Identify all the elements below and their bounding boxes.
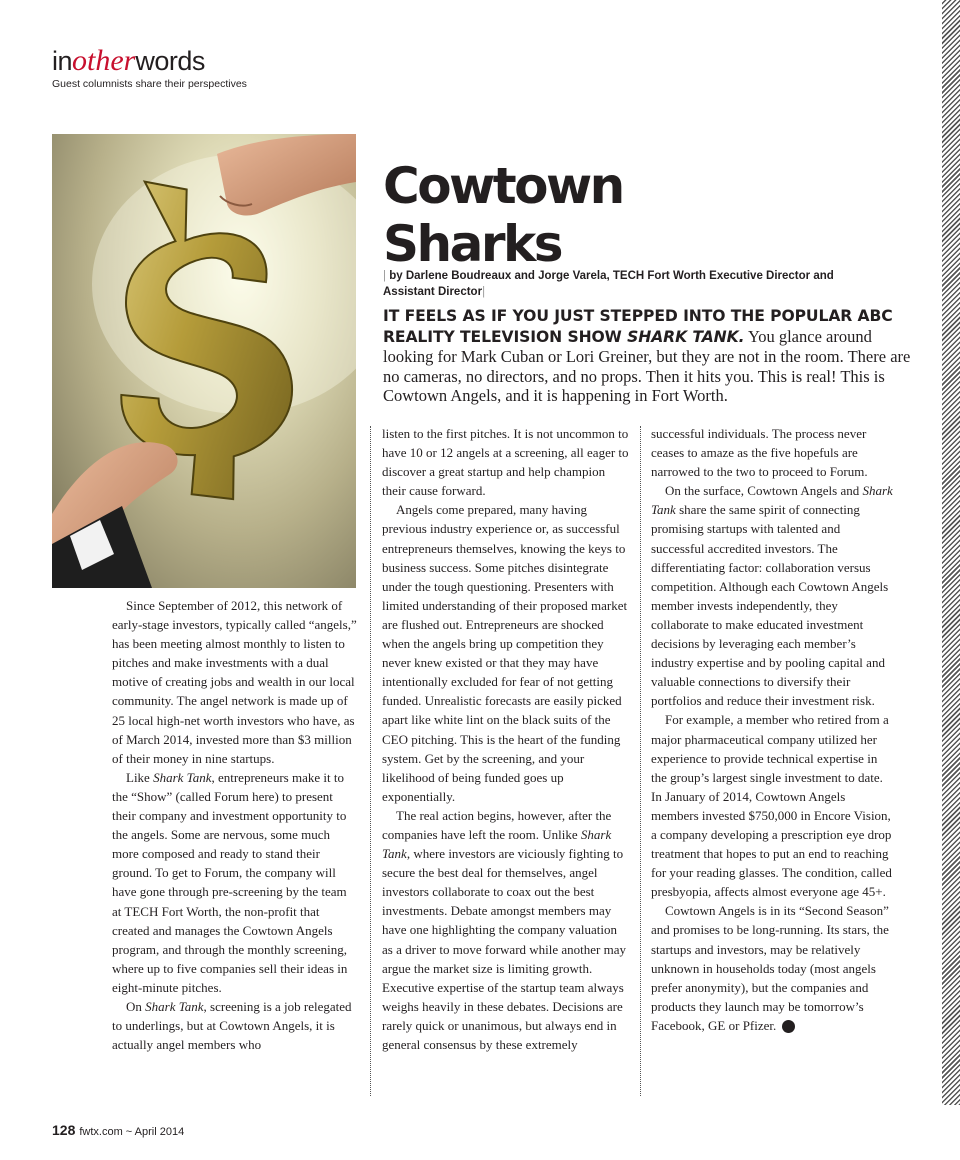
text-run: , entrepreneurs make it to the “Show” (called Forum here) to present their company and investment opportunity to the angels. Some are nervous, some much more composed and ready to stand their ground. To get to Forum, the company will have gone through pre-screening by the team at TECH Fort Worth, the non-profit that created and manages the Cowtown Angels program, and through the monthly screening, where up to five companies sell their ideas in eight-minute pitches. bbox=[112, 769, 348, 995]
paragraph bbox=[112, 997, 358, 1054]
text-run: The real action begins, however, after the companies have left the room. Unlike bbox=[382, 807, 612, 842]
text-run: Like bbox=[126, 769, 154, 785]
text-run: On bbox=[126, 998, 146, 1014]
article-column-2 bbox=[382, 424, 630, 1054]
show-title: Shark Tank bbox=[382, 826, 612, 862]
page-footer bbox=[52, 1122, 184, 1138]
paragraph bbox=[382, 806, 630, 1054]
page-number: 128 bbox=[52, 1122, 76, 1138]
text-run: , screening is a job relegated to underlings, but at Cowtown Angels, it is actually angel members who bbox=[112, 998, 352, 1053]
column-divider-1 bbox=[370, 426, 371, 1096]
dollar-sign-hands-illustration bbox=[52, 134, 356, 588]
byline-bar-close: | bbox=[482, 286, 486, 298]
lead-caps: IT FEELS AS IF YOU JUST STEPPED INTO THE POPULAR ABC REALITY TELEVISION SHOW bbox=[383, 307, 893, 346]
page-edge-stripe bbox=[942, 0, 960, 1105]
article-lead bbox=[383, 306, 923, 406]
brand-in: in bbox=[52, 46, 73, 76]
title-line-2: Sharks bbox=[383, 215, 562, 273]
article-title bbox=[383, 157, 623, 273]
lead-text: You glance around looking for Mark Cuban or Lori Greiner, but they are not in the room. There are no cameras, no directors, and no props. Then it hits you. This is real! This is Cowtown Angels, and it is happening in Fort Worth. bbox=[383, 326, 911, 405]
section-header bbox=[52, 44, 247, 90]
text-run: On the surface, Cowtown Angels and bbox=[665, 483, 863, 499]
column-divider-2 bbox=[640, 426, 641, 1096]
paragraph: successful individuals. The process never ceases to amaze as the five hopefuls are narrowed to the two to proceed to Forum. bbox=[651, 426, 868, 480]
paragraph bbox=[651, 901, 896, 1035]
show-title: Shark Tank bbox=[651, 483, 893, 518]
text-run: , where investors are viciously fighting to secure the best deal for themselves, angel investors collaborate to coax out the best investments. Debate amongst members may have one highlighting the company valuation as a driver to move forward while another may argue the market size is limiting growth. Executive expertise of the startup team always weighs heavily in these debates. Decisions are rarely quick or unanimous, but always end in general consensus by these extremely bbox=[382, 846, 627, 1052]
publication-info: fwtx.com ~ April 2014 bbox=[79, 1126, 185, 1138]
paragraph bbox=[112, 768, 358, 997]
byline-text: by Darlene Boudreaux and Jorge Varela, TECH Fort Worth Executive Director and Assistant Director bbox=[383, 270, 834, 298]
show-title: Shark Tank bbox=[145, 998, 204, 1014]
hero-image bbox=[52, 134, 356, 588]
paragraph: Since September of 2012, this network of early-stage investors, typically called “angels,” has been meeting almost monthly to listen to pitches and make investments with a dual motive of creating jobs and wealth in our local community. The angel network is made up of 25 local high-net worth investors who have, as of March 2014, invested more than $3 million of their money in nine startups. bbox=[112, 598, 357, 766]
text-run: Cowtown Angels is in its “Second Season” and promises to be long-running. Its stars, the startups and investors, may be relatively unknown in households today (most angels prefer anonymity), but the companies and products they launch may be tomorrow’s Facebook, GE or Pfizer. bbox=[651, 903, 889, 1033]
byline-bar-open: | bbox=[383, 270, 386, 282]
article-byline bbox=[383, 268, 883, 300]
end-mark-icon: fw bbox=[782, 1020, 795, 1033]
lead-caps-show-title: SHARK TANK. bbox=[627, 327, 745, 346]
text-run: share the same spirit of connecting promising startups with talented and successful accredited investors. The differentiating factor: collaboration versus competition. Although each Cowtown Angels member invests independently, they collaborate to make educated investment decisions by leveraging each member’s industry expertise and by pooling capital and valuable connections to diversify their portfolios and reduce their investment risk. bbox=[651, 502, 889, 709]
paragraph: For example, a member who retired from a major pharmaceutical company utilized her experience to provide technical expertise in the group’s largest single investment to date. In January of 2014, Cowtown Angels members invested $750,000 in Encore Vision, a company developing a prescription eye drop treatment that hopes to put an end to reaching for your reading glasses. The condition, called presbyopia, affects almost everyone age 45+. bbox=[651, 712, 892, 900]
show-title: Shark Tank bbox=[153, 769, 212, 785]
section-tagline: Guest columnists share their perspectives bbox=[52, 78, 247, 90]
paragraph: listen to the first pitches. It is not uncommon to have 10 or 12 angels at a screening, all eager to discover a great startup and help champion their cause forward. bbox=[382, 426, 629, 499]
article-column-1 bbox=[112, 596, 358, 1054]
article-column-3 bbox=[651, 424, 896, 1035]
brand-other: other bbox=[72, 44, 136, 77]
paragraph bbox=[651, 481, 896, 710]
title-line-1: Cowtown bbox=[383, 157, 623, 215]
brand-words: words bbox=[135, 46, 205, 76]
paragraph: Angels come prepared, many having previous industry experience or, as successful entrepreneurs themselves, knowing the keys to business success. Some pitches disintegrate under the tough questioning. Presenters with limited understanding of their proposed market are flushed out. Entrepreneurs are shocked when the angels bring up competition they never knew existed or that they may have intentionally excluded for fear of not getting funded. Unrealistic forecasts are easily picked apart like white lint on the black suits of the CEO pitching. This is the heart of the funding system. Get by the screening, and your likelihood of being funded goes up exponentially. bbox=[382, 502, 628, 804]
section-brand bbox=[52, 44, 247, 78]
